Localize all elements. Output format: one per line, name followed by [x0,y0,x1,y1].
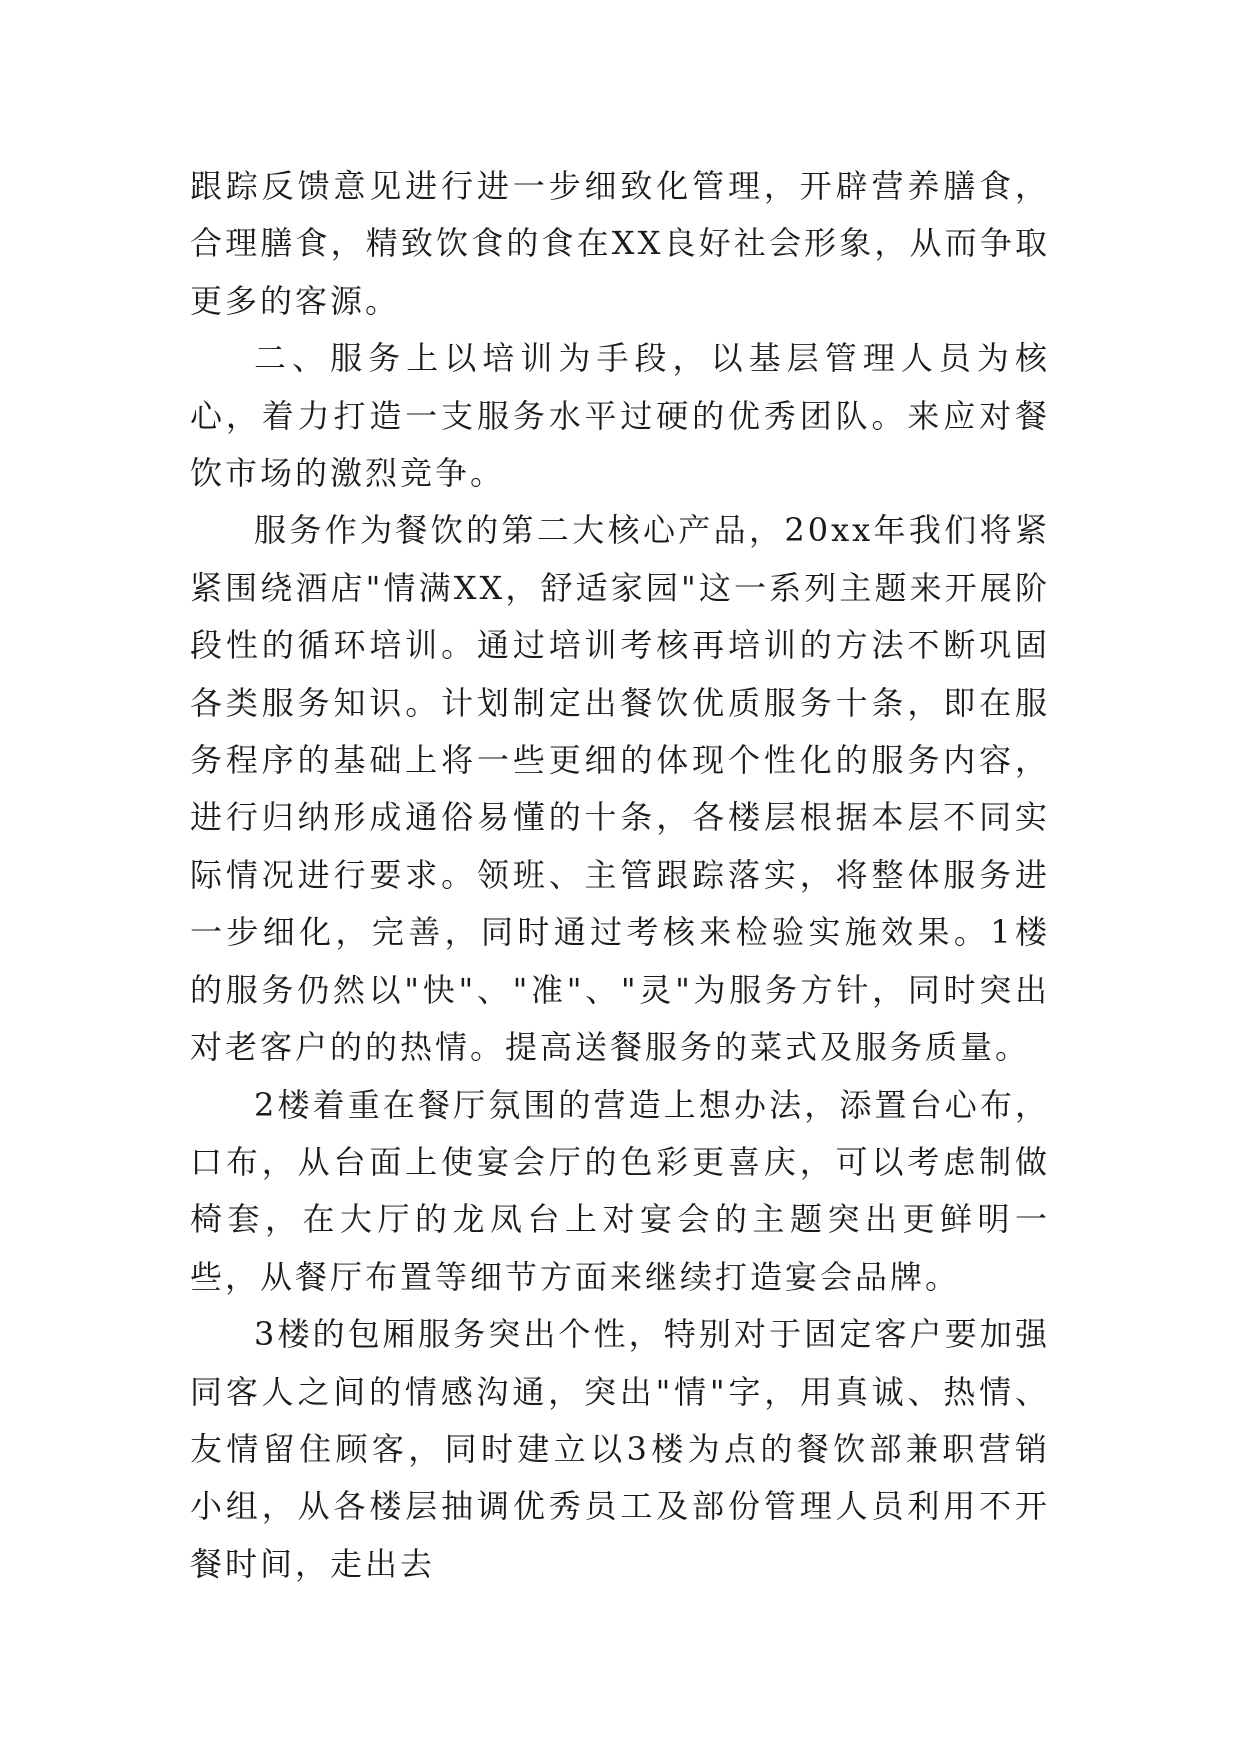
paragraph-continued: 跟踪反馈意见进行进一步细致化管理，开辟营养膳食，合理膳食，精致饮食的食在XX良好社会形象，从而争取更多的客源。 [190,167,1050,320]
paragraph-floor-2: 2楼着重在餐厅氛围的营造上想办法，添置台心布，口布，从台面上使宴会厅的色彩更喜庆，可以考虑制做椅套，在大厅的龙凤台上对宴会的主题突出更鲜明一些，从餐厅布置等细节方面来继续打造宴会品牌。 [190,1085,1050,1296]
paragraph-service-training: 服务作为餐饮的第二大核心产品，20xx年我们将紧紧围绕酒店"情满XX，舒适家园"这一系列主题来开展阶段性的循环培训。通过培训考核再培训的方法不断巩固各类服务知识。计划制定出餐饮优质服务十条，即在服务程序的基础上将一些更细的体现个性化的服务内容，进行归纳形成通俗易懂的十条，各楼层根据本层不同实际情况进行要求。领班、主管跟踪落实，将整体服务进一步细化，完善，同时通过考核来检验实施效果。1楼的服务仍然以"快"、"准"、"灵"为服务方针，同时突出对老客户的的热情。提高送餐服务的菜式及服务质量。 [190,511,1050,1067]
paragraph-floor-3: 3楼的包厢服务突出个性，特别对于固定客户要加强同客人之间的情感沟通，突出"情"字，用真诚、热情、友情留住顾客，同时建立以3楼为点的餐饮部兼职营销小组，从各楼层抽调优秀员工及部份管理人员利用不开餐时间，走出去 [190,1315,1050,1583]
document-body [190,158,1050,1593]
paragraph-section-heading: 二、服务上以培训为手段，以基层管理人员为核心，着力打造一支服务水平过硬的优秀团队。来应对餐饮市场的激烈竞争。 [190,339,1050,493]
